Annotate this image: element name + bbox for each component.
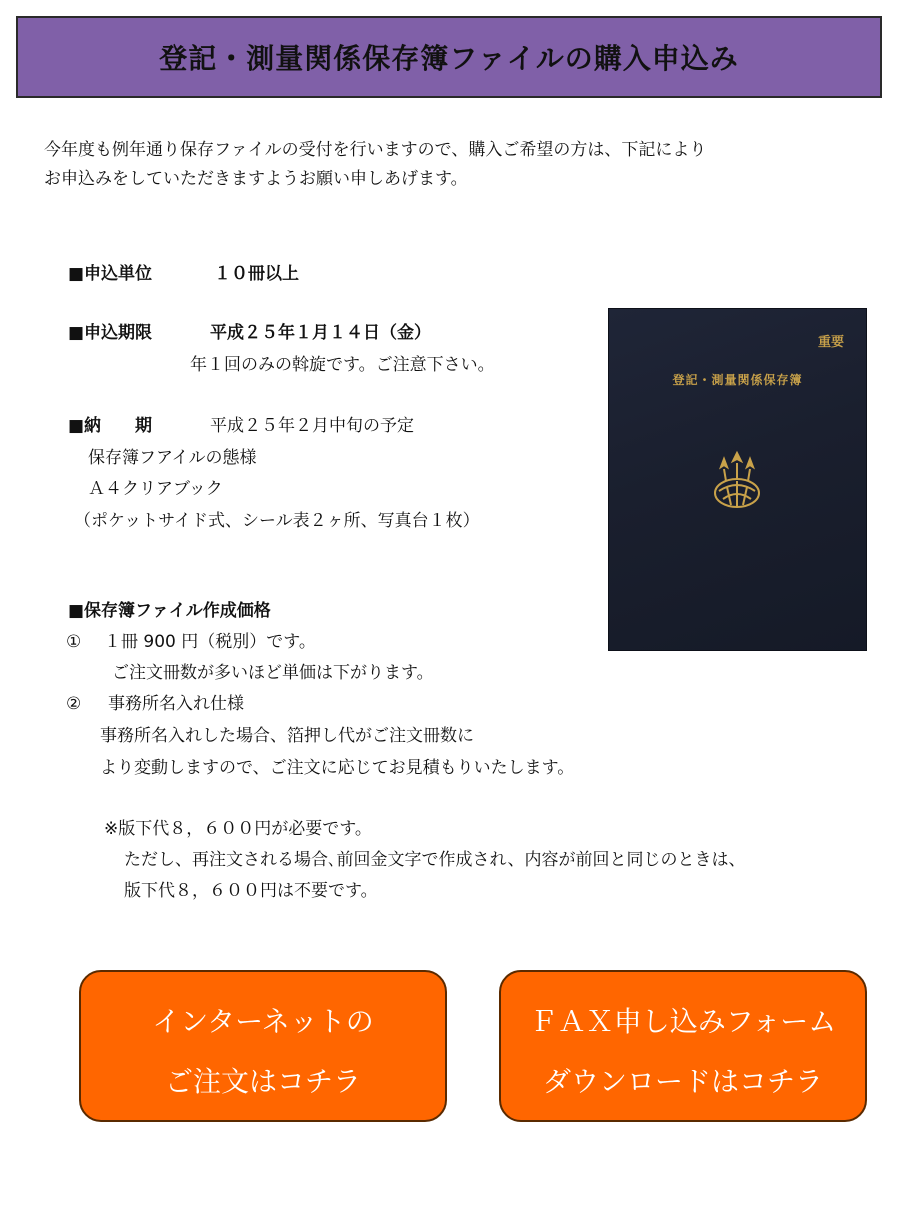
- page-title: 登記・測量関係保存簿ファイルの購入申込み: [159, 42, 739, 75]
- book-photo: [609, 309, 866, 650]
- delivery-value: 平成２５年２月中旬の予定: [210, 416, 414, 436]
- price-label: ■保存簿ファイル作成価格: [68, 601, 271, 621]
- intro-line: 今年度も例年通り保存ファイルの受付を行いますので、購入ご希望の方は、下記により: [44, 140, 707, 160]
- price-item1-note: ご注文冊数が多いほど単価は下がります。: [112, 663, 434, 683]
- unit-label: ■申込単位: [68, 264, 153, 284]
- price-note: ※版下代８，６００円が必要です。: [104, 819, 372, 839]
- fax-form-line2: ダウンロードはコチラ: [542, 1065, 823, 1098]
- price-item1: １冊 900 円（税別）です。: [104, 632, 316, 652]
- delivery-line: 保存簿フアイルの態様: [88, 448, 257, 468]
- internet-order-line2: ご注文はコチラ: [164, 1065, 361, 1098]
- unit-value: １０冊以上: [214, 264, 299, 284]
- deadline-note: 年１回のみの斡旋です。ご注意下さい。: [190, 355, 495, 375]
- delivery-line: Ａ４クリアブック: [88, 479, 223, 499]
- internet-order-button[interactable]: [79, 970, 447, 1122]
- delivery-label: ■納 期: [68, 416, 153, 436]
- price-item2-line: より変動しますので、ご注文に応じてお見積もりいたします。: [100, 758, 575, 778]
- book-important-label: 重要: [817, 335, 844, 350]
- price-item2: 事務所名入れ仕様: [108, 694, 244, 714]
- intro-paragraph: [44, 136, 864, 194]
- intro-line: お申込みをしていただきますようお願い申しあげます。: [44, 169, 468, 189]
- price-item2-marker: ②: [66, 694, 82, 714]
- price-note: ただし、再注文される場合､前回金文字で作成され、内容が前回と同じのときは、: [124, 850, 746, 870]
- deadline-value: 平成２５年１月１４日（金）: [210, 323, 431, 343]
- book-title: 登記・測量関係保存簿: [672, 373, 803, 387]
- deadline-label: ■申込期限: [68, 323, 153, 343]
- price-item2-line: 事務所名入れした場合、箔押し代がご注文冊数に: [100, 726, 474, 746]
- internet-order-line1: インターネットの: [152, 1005, 374, 1038]
- fax-form-download-button[interactable]: [499, 970, 867, 1122]
- price-note: 版下代８，６００円は不要です。: [124, 881, 378, 901]
- price-item1-marker: ①: [66, 632, 82, 652]
- paulownia-crest-icon: [709, 449, 765, 513]
- fax-form-line1: ＦＡＸ申し込みフォーム: [529, 1005, 837, 1038]
- delivery-line: （ポケットサイド式、シール表２ヶ所、写真台１枚）: [74, 511, 480, 531]
- title-banner: [16, 16, 882, 98]
